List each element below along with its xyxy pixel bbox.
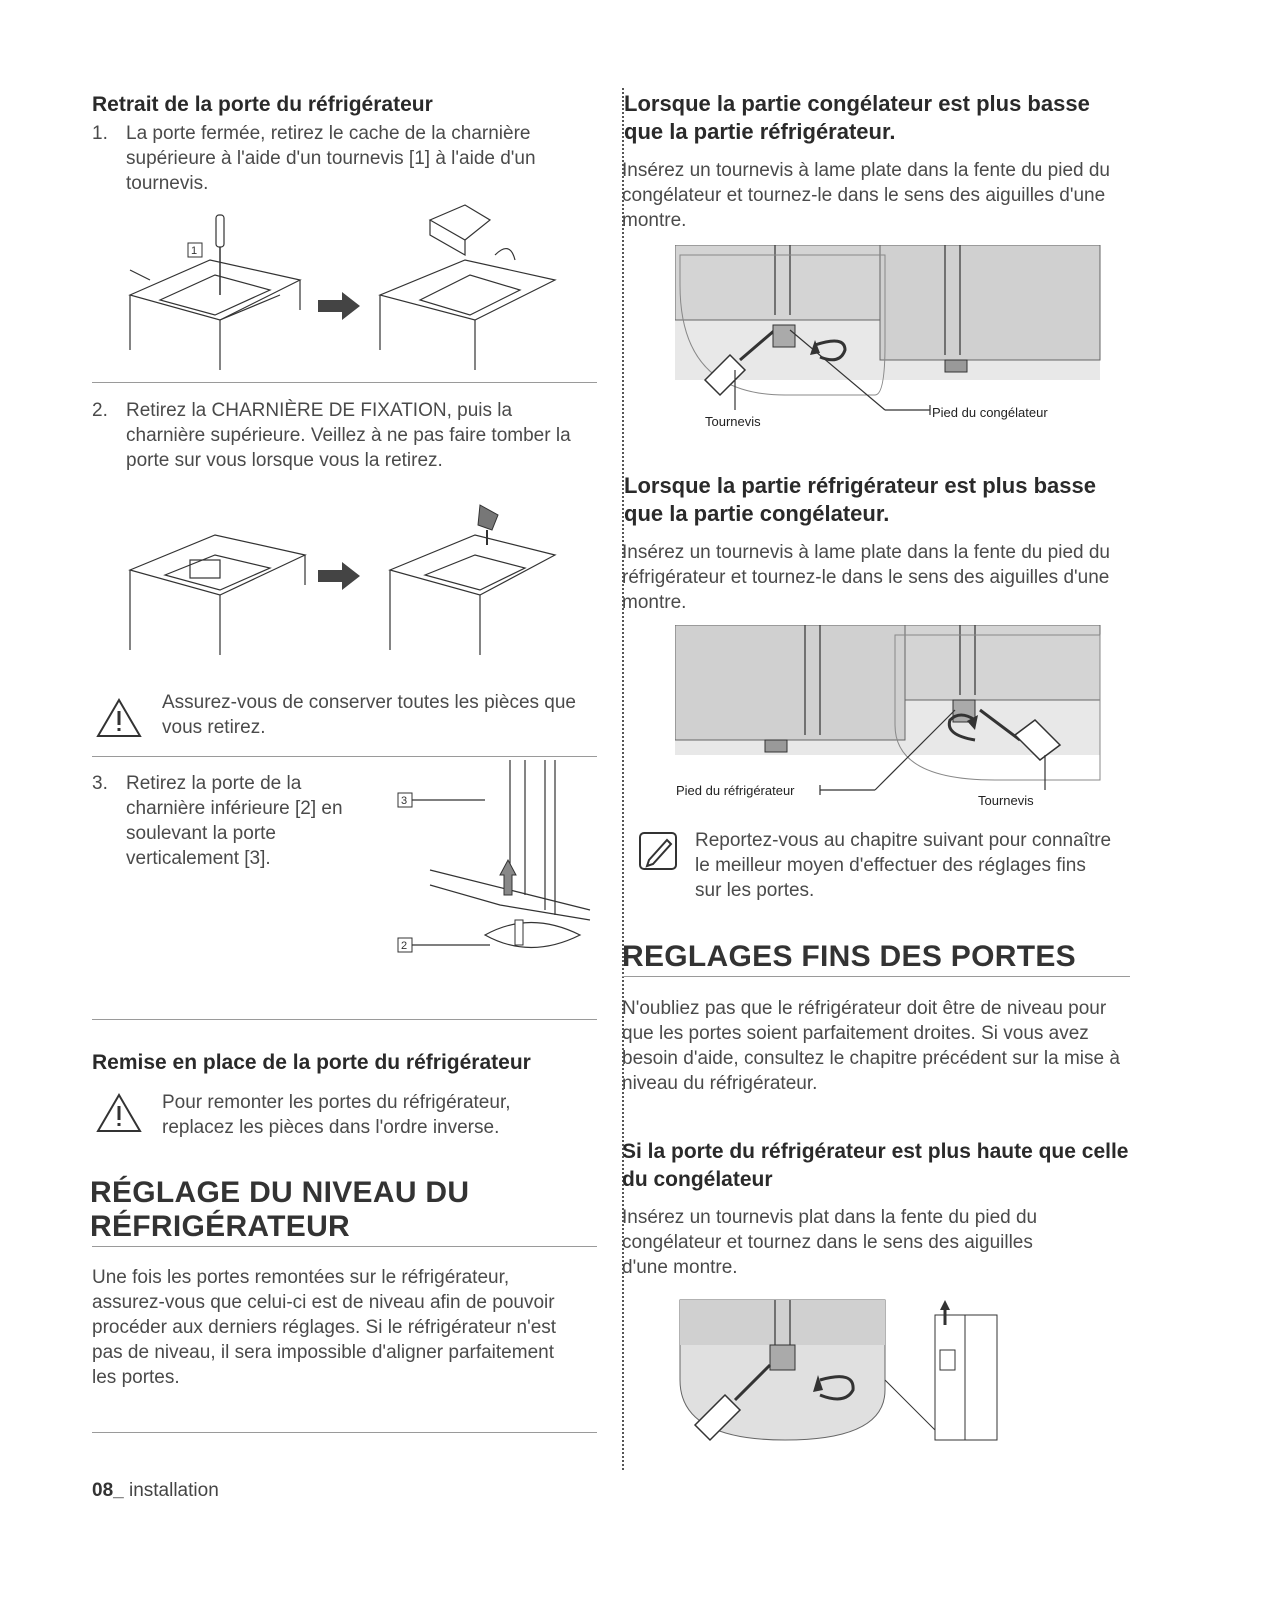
- divider-2: [92, 756, 597, 757]
- big-title-leveling-line2: RÉFRIGÉRATEUR: [90, 1210, 351, 1243]
- fine-adjust-paragraph: N'oubliez pas que le réfrigérateur doit être de niveau pour que les portes soient parfaitement droites. Si vous avez besoin d'aide, consultez le chapitre précédent sur la mise à niveau du réfrigérateur.: [622, 998, 1120, 1094]
- marker-3: 3: [401, 795, 408, 807]
- caution-reverse-order: Pour remonter les portes du réfrigérateur, replacez les pièces dans l'ordre inverse.: [162, 1092, 511, 1138]
- step-number-2: 2.: [92, 400, 108, 421]
- title-underline-right: [622, 976, 1130, 977]
- warning-icon: [95, 697, 143, 739]
- title-underline-left: [92, 1246, 597, 1247]
- divider-4: [92, 1432, 597, 1433]
- step-number-3: 3.: [92, 773, 108, 794]
- big-title-leveling: [90, 1176, 600, 1244]
- note-icon: [637, 830, 681, 874]
- label-freezer-foot: Pied du congélateur: [932, 405, 1048, 420]
- screwdriver-icon: [216, 215, 224, 295]
- fridge-top-left-drawing-2: [130, 535, 305, 655]
- arrow-right-icon: [318, 562, 360, 590]
- fridge-top-left-drawing: [130, 260, 300, 370]
- leveling-paragraph: Une fois les portes remontées sur le réfrigérateur, assurez-vous que celui-ci est de niveau afin de pouvoir procéder aux derniers réglages. Si le réfrigérateur n'est pas de niveau, il sera impossible d'aligner parfaitement les portes.: [92, 1267, 557, 1388]
- label-screwdriver-2: Tournevis: [978, 793, 1034, 808]
- fridge-top-right-drawing: [380, 205, 555, 370]
- step-3-text: Retirez la porte de la charnière inférieure [2] en soulevant la porte verticalement [3].: [126, 773, 343, 869]
- arrow-right-icon: [318, 292, 360, 320]
- big-title-fine-adjust: REGLAGES FINS DES PORTES: [622, 940, 1076, 973]
- section-title-door-removal: Retrait de la porte du réfrigérateur: [92, 93, 433, 116]
- fridge-lower-text: Insérez un tournevis à lame plate dans la fente du pied du réfrigérateur et tournez-le dans le sens des aiguilles d'une montre.: [622, 542, 1110, 613]
- fridge-top-right-drawing-2: [390, 505, 555, 655]
- freezer-lower-text: Insérez un tournevis à lame plate dans la fente du pied du congélateur et tournez-le dans le sens des aiguilles d'une montre.: [622, 160, 1110, 231]
- fridge-higher-text: Insérez un tournevis plat dans la fente du pied du congélateur et tournez dans le sens des aiguilles d'une montre.: [622, 1207, 1038, 1278]
- step-2-text: Retirez la CHARNIÈRE DE FIXATION, puis la charnière supérieure. Veillez à ne pas faire tomber la porte sur vous lorsque vous la retirez.: [126, 400, 571, 471]
- fridge-higher-illustration: [675, 1290, 1005, 1450]
- hinge-cover-illustration: [120, 200, 560, 375]
- divider-3: [92, 1019, 597, 1020]
- warning-icon: [95, 1092, 143, 1134]
- step-number-1: 1.: [92, 123, 108, 144]
- note-text: Reportez-vous au chapitre suivant pour connaître le meilleur moyen d'effectuer des réglages fins sur les portes.: [695, 830, 1112, 901]
- step-1-text: La porte fermée, retirez le cache de la charnière supérieure à l'aide d'un tournevis [1] à l'aide d'un tournevis.: [126, 123, 536, 194]
- section-title-door-replacement: Remise en place de la porte du réfrigérateur: [92, 1051, 531, 1074]
- big-title-leveling-line1: RÉGLAGE DU NIVEAU DU: [90, 1176, 470, 1209]
- section-title-freezer-lower: Lorsque la partie congélateur est plus basse que la partie réfrigérateur.: [624, 91, 1090, 144]
- section-title-fridge-lower: Lorsque la partie réfrigérateur est plus basse que la partie congélateur.: [624, 473, 1096, 526]
- fixing-hinge-illustration: [120, 500, 560, 660]
- marker-2: 2: [401, 940, 408, 952]
- page-footer: [92, 1480, 219, 1502]
- caution-keep-parts: Assurez-vous de conserver toutes les pièces que vous retirez.: [162, 692, 576, 738]
- divider-1: [92, 382, 597, 383]
- page-number: 08_: [92, 1480, 124, 1501]
- label-screwdriver-1: Tournevis: [705, 414, 761, 429]
- marker-1: 1: [191, 245, 198, 257]
- lower-hinge-illustration: [390, 760, 600, 965]
- label-fridge-foot: Pied du réfrigérateur: [676, 783, 795, 798]
- section-title-fridge-higher: Si la porte du réfrigérateur est plus haute que celle du congélateur: [622, 1140, 1129, 1191]
- footer-section: installation: [128, 1480, 219, 1501]
